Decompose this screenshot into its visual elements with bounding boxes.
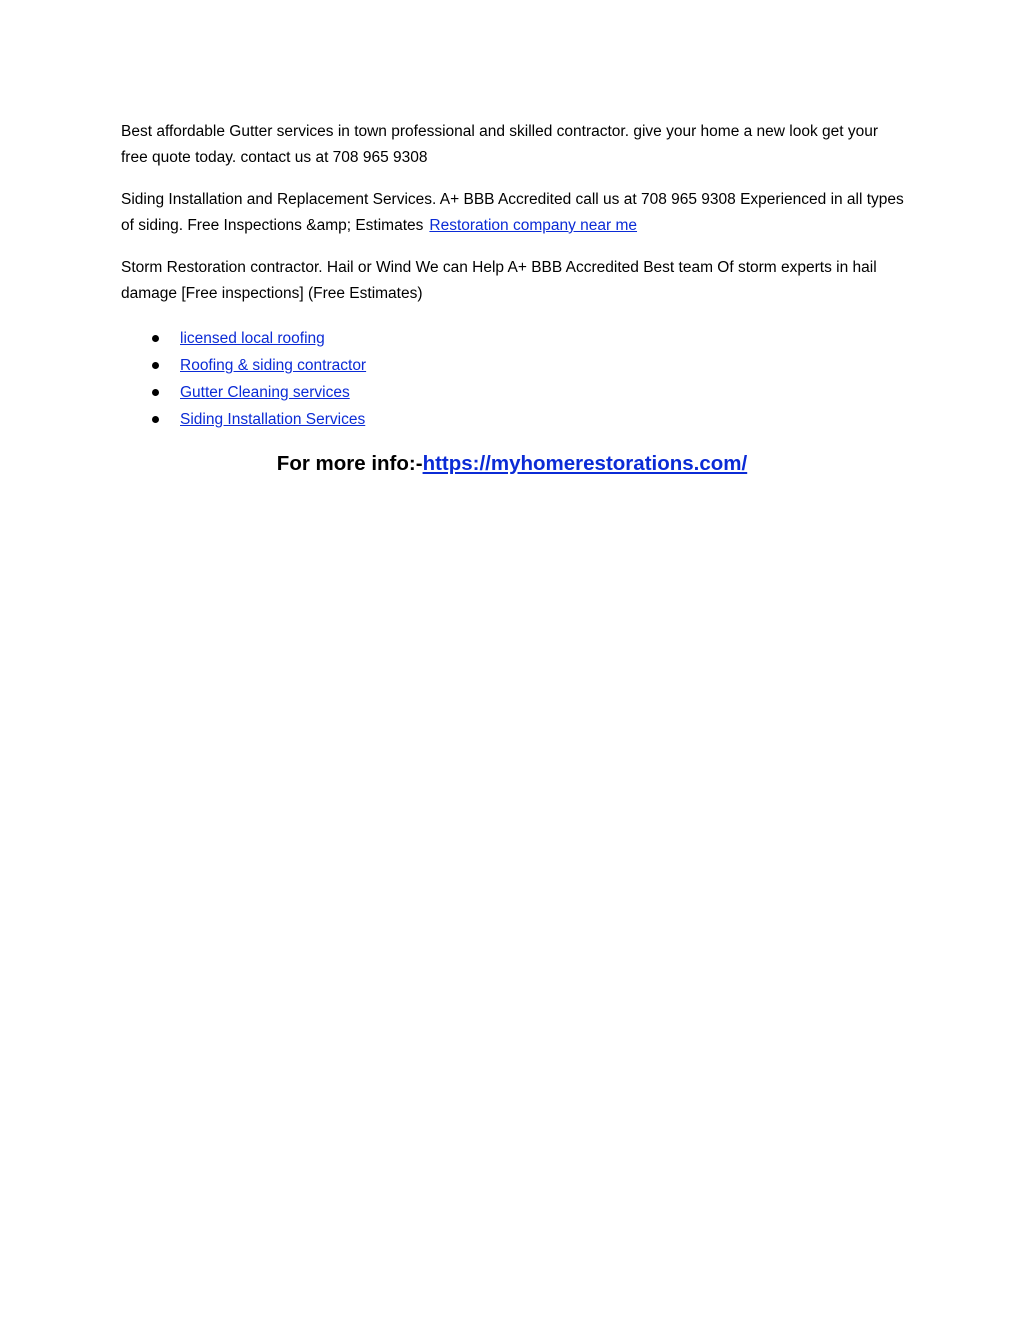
paragraph-siding-text: Siding Installation and Replacement Services. A+ BBB Accredited call us at 708 965 9308 Experienced in all types of siding. Free Inspections &amp; Estimates (121, 191, 904, 234)
list-item (121, 352, 906, 379)
website-link[interactable]: https://myhomerestorations.com/ (422, 452, 748, 475)
bullet-icon (152, 362, 159, 369)
restoration-company-link[interactable]: Restoration company near me (429, 217, 638, 234)
services-link-list (121, 325, 906, 433)
list-item (121, 379, 906, 406)
list-item (121, 406, 906, 433)
roofing-siding-contractor-link[interactable]: Roofing & siding contractor (180, 357, 367, 374)
siding-installation-link[interactable]: Siding Installation Services (180, 411, 366, 428)
bullet-icon (152, 335, 159, 342)
document-body (121, 119, 906, 431)
gutter-cleaning-link[interactable]: Gutter Cleaning services (180, 384, 350, 401)
bullet-icon (152, 389, 159, 396)
more-info-line (0, 449, 1024, 479)
paragraph-storm-restoration: Storm Restoration contractor. Hail or Wind We can Help A+ BBB Accredited Best team Of storm experts in hail damage [Free inspections] (Free Estimates) (121, 259, 877, 302)
list-item (121, 325, 906, 352)
paragraph-gutter-services: Best affordable Gutter services in town professional and skilled contractor. give your home a new look get your free quote today. contact us at 708 965 9308 (121, 123, 879, 166)
paragraph-siding-services (121, 187, 906, 239)
bullet-icon (152, 416, 159, 423)
more-info-label: For more info:- (276, 452, 423, 475)
licensed-local-roofing-link[interactable]: licensed local roofing (180, 330, 325, 347)
